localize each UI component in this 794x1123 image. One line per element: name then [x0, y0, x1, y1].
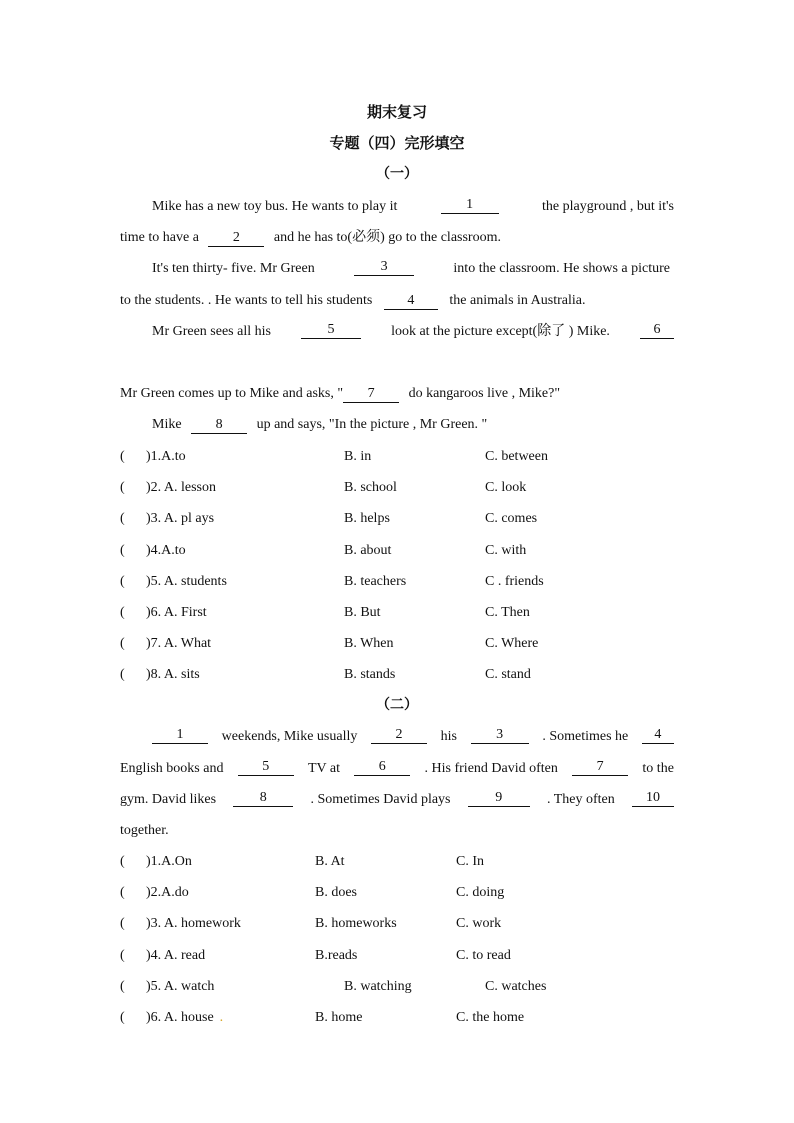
passage-line [152, 259, 670, 279]
option-c: C. look [485, 480, 527, 496]
blank-6[interactable]: 6 [354, 759, 410, 776]
option-b: B. When [344, 636, 394, 652]
option-c: C. between [485, 449, 548, 464]
passage-text: time to have a [120, 230, 199, 245]
option-c: C. the home [456, 1010, 525, 1025]
answer-paren[interactable]: ( [120, 542, 125, 558]
stray-mark: . [219, 1010, 224, 1025]
section-heading-2: （二） [376, 697, 418, 713]
question-stem [120, 977, 214, 997]
passage-text: . Sometimes David plays [310, 792, 451, 807]
passage-text: to the students. . He wants to tell his students [120, 293, 373, 308]
option-b: B. helps [344, 511, 390, 527]
answer-paren[interactable]: ( [120, 947, 125, 963]
question-stem [120, 447, 186, 467]
option-c: C . friends [485, 573, 544, 589]
option-b: B. school [344, 480, 397, 496]
option-c: C. watches [485, 978, 547, 994]
answer-paren[interactable]: ( [120, 885, 125, 901]
passage-text: the animals in Australia. [449, 293, 586, 308]
option-c: C. doing [456, 885, 505, 901]
blank-7[interactable]: 7 [343, 386, 399, 403]
option-b: B. home [315, 1010, 363, 1025]
answer-paren[interactable]: ( [120, 916, 125, 932]
blank-4[interactable]: 4 [642, 727, 674, 744]
answer-paren[interactable]: ( [120, 449, 125, 464]
option-a: )3. A. pl ays [146, 511, 215, 527]
passage-text: together. [120, 823, 169, 838]
option-c: C. with [485, 542, 527, 558]
answer-paren[interactable]: ( [120, 636, 125, 652]
option-c: C. work [456, 916, 502, 932]
option-a: )2. A. lesson [146, 480, 216, 496]
blank-5[interactable]: 5 [238, 759, 294, 776]
passage-line [152, 415, 706, 435]
passage-line [120, 759, 674, 779]
option-b: B. watching [344, 978, 412, 994]
blank-1[interactable]: 1 [441, 197, 499, 214]
passage-text: look at the picture except(除了 ) Mike. [391, 324, 610, 339]
page-title: 期末复习 [366, 103, 427, 121]
answer-paren[interactable]: ( [120, 605, 125, 620]
blank-2[interactable]: 2 [371, 727, 427, 744]
blank-7[interactable]: 7 [572, 759, 628, 776]
question-stem [120, 509, 214, 529]
passage-text: English books and [120, 761, 224, 776]
question-stem [120, 852, 192, 872]
passage-text: up and says, "In the picture , Mr Green. " [256, 417, 488, 432]
question-stem [120, 541, 186, 561]
passage-line [120, 790, 674, 810]
question-stem [120, 914, 241, 934]
option-b: B. does [315, 885, 357, 901]
blank-6[interactable]: 6 [640, 322, 674, 339]
question-stem [120, 1008, 223, 1028]
passage-text: into the classroom. He shows a picture [453, 261, 670, 276]
blank-9[interactable]: 9 [468, 790, 530, 807]
option-b: B.reads [315, 947, 358, 963]
option-b: B. about [344, 542, 392, 558]
passage-text: do kangaroos live , Mike?" [408, 386, 561, 401]
option-c: C. In [456, 854, 484, 869]
passage-text: Mike has a new toy bus. He wants to play it [152, 199, 398, 214]
passage-text: TV at [307, 761, 340, 776]
option-a: )6. A. First [146, 605, 207, 620]
option-b: B. stands [344, 667, 396, 683]
passage-line [120, 228, 674, 248]
blank-5[interactable]: 5 [301, 322, 361, 339]
question-stem [120, 603, 207, 623]
question-stem [120, 478, 216, 498]
option-a: )1.A.to [146, 449, 186, 464]
blank-8[interactable]: 8 [191, 417, 247, 434]
blank-2[interactable]: 2 [208, 230, 264, 247]
answer-paren[interactable]: ( [120, 667, 125, 683]
passage-text: Mr Green sees all his [152, 324, 271, 339]
answer-paren[interactable]: ( [120, 480, 125, 496]
passage-line [120, 384, 674, 404]
passage-text: his [440, 729, 458, 744]
passage-text: the playground , but it's [541, 199, 674, 214]
option-a: )5. A. students [146, 573, 227, 589]
question-stem [120, 946, 205, 966]
option-b: B. in [344, 449, 372, 464]
blank-3[interactable]: 3 [354, 259, 414, 276]
option-c: C. comes [485, 511, 538, 527]
passage-text: It's ten thirty- five. Mr Green [152, 261, 315, 276]
passage-text: gym. David likes [120, 792, 217, 807]
blank-4[interactable]: 4 [384, 293, 438, 310]
passage-text: Mr Green comes up to Mike and asks, " [120, 386, 344, 401]
blank-3[interactable]: 3 [471, 727, 529, 744]
section-heading-1: （一） [376, 166, 418, 182]
question-stem [120, 634, 211, 654]
passage-text: to the [642, 761, 674, 776]
page-subtitle: 专题（四）完形填空 [329, 134, 465, 152]
answer-paren[interactable]: ( [120, 854, 125, 869]
passage-line [152, 322, 674, 342]
option-a: )2.A.do [146, 885, 189, 901]
blank-1[interactable]: 1 [152, 727, 208, 744]
option-a: )4.A.to [146, 542, 186, 558]
passage-line [152, 727, 674, 747]
option-a: )3. A. homework [146, 916, 241, 932]
passage-text: . They often [546, 792, 615, 807]
option-b: B. But [344, 605, 381, 620]
option-a: )5. A. watch [146, 978, 215, 994]
answer-paren[interactable]: ( [120, 1010, 125, 1025]
option-b: B. At [315, 854, 345, 869]
option-c: C. stand [485, 667, 531, 683]
option-a: )8. A. sits [146, 667, 200, 683]
question-stem [120, 572, 227, 592]
passage-line [120, 291, 674, 311]
option-b: B. teachers [344, 573, 407, 589]
blank-8[interactable]: 8 [233, 790, 293, 807]
option-c: C. Where [485, 636, 539, 652]
passage-text: and he has to(必须) go to the classroom. [273, 230, 501, 245]
option-c: C. to read [456, 947, 511, 963]
option-a: )1.A.On [146, 854, 192, 869]
option-a: )6. A. house [146, 1010, 214, 1025]
option-a: )4. A. read [146, 947, 206, 963]
passage-line [152, 197, 674, 217]
question-stem [120, 665, 200, 685]
option-a: )7. A. What [146, 636, 212, 652]
option-c: C. Then [485, 605, 530, 620]
question-stem [120, 883, 189, 903]
answer-paren[interactable]: ( [120, 573, 125, 589]
option-b: B. homeworks [315, 916, 397, 932]
answer-paren[interactable]: ( [120, 978, 125, 994]
blank-10[interactable]: 10 [632, 790, 674, 807]
passage-text: . Sometimes he [542, 729, 629, 744]
passage-text: . His friend David often [424, 761, 558, 776]
passage-text: weekends, Mike usually [221, 729, 358, 744]
passage-line [120, 821, 674, 841]
answer-paren[interactable]: ( [120, 511, 125, 527]
passage-text: Mike [152, 417, 182, 432]
